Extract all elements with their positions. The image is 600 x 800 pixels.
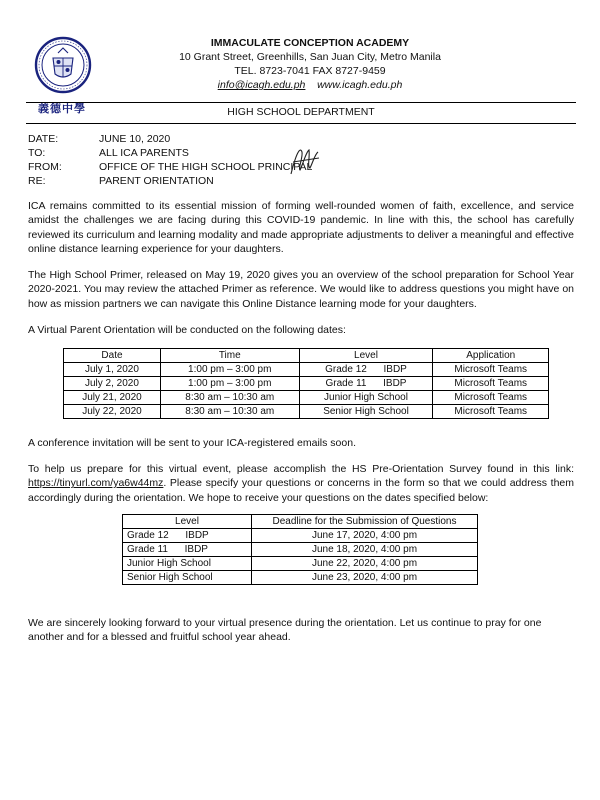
deadline-date: June 17, 2020, 4:00 pm <box>252 529 478 543</box>
survey-text-before: To help us prepare for this virtual event, please accomplish the HS Pre-Orientation Survey found in this link: <box>28 463 574 475</box>
date-value: JUNE 10, 2020 <box>99 133 171 145</box>
schedule-level: Junior High School <box>299 391 433 405</box>
school-address: 10 Grant Street, Greenhills, San Juan City, Metro Manila <box>179 51 441 63</box>
paragraph-survey <box>28 462 574 505</box>
schedule-time: 8:30 am – 10:30 am <box>160 405 299 419</box>
schedule-header-application: Application <box>433 349 549 363</box>
schedule-time: 8:30 am – 10:30 am <box>160 391 299 405</box>
deadline-date: June 18, 2020, 4:00 pm <box>252 543 478 557</box>
paragraph-primer: The High School Primer, released on May 19, 2020 gives you an overview of the school preparation for School Year 2020-2021. You may review the attached Primer as reference. We would like to address questions you might have on how as mission partners we can navigate this Online Distance learning mode for your daughters. <box>28 269 574 310</box>
deadline-header-row <box>123 515 478 529</box>
paragraph-closing: We are sincerely looking forward to your virtual presence during the orientation. Let us continue to pray for one another and for a blessed and fruitful school year ahead. <box>28 617 542 644</box>
table-row <box>123 557 478 571</box>
orientation-schedule-table <box>63 348 549 419</box>
principal-signature <box>288 144 322 180</box>
school-seal-logo <box>34 36 92 94</box>
school-name: IMMACULATE CONCEPTION ACADEMY <box>210 37 410 49</box>
deadline-header-deadline: Deadline for the Submission of Questions <box>252 515 478 529</box>
schedule-time: 1:00 pm – 3:00 pm <box>160 363 299 377</box>
schedule-application: Microsoft Teams <box>433 405 549 419</box>
schedule-date: July 1, 2020 <box>64 363 161 377</box>
schedule-header-time: Time <box>160 349 299 363</box>
deadline-header-level: Level <box>123 515 252 529</box>
schedule-date: July 22, 2020 <box>64 405 161 419</box>
school-email-link[interactable]: info@icagh.edu.ph <box>217 79 306 91</box>
survey-text-after: . Please specify your questions or concerns in the form so that we could address them accordingly during the orientation. We hope to receive your questions on the dates specified below: <box>28 477 574 504</box>
school-tel-fax: TEL. 8723-7041 FAX 8727-9459 <box>234 65 386 77</box>
schedule-header-date: Date <box>64 349 161 363</box>
department-title: HIGH SCHOOL DEPARTMENT <box>227 106 375 118</box>
memo-block <box>28 132 312 188</box>
re-label: RE: <box>28 175 46 187</box>
paragraph-invitation: A conference invitation will be sent to your ICA-registered emails soon. <box>28 437 356 449</box>
deadline-level: Junior High School <box>123 557 252 571</box>
table-row <box>64 391 549 405</box>
to-label: TO: <box>28 147 46 159</box>
from-label: FROM: <box>28 161 62 173</box>
schedule-application: Microsoft Teams <box>433 377 549 391</box>
schedule-header-row <box>64 349 549 363</box>
to-value: ALL ICA PARENTS <box>99 147 189 159</box>
date-label: DATE: <box>28 133 59 145</box>
table-row <box>123 529 478 543</box>
table-row <box>64 405 549 419</box>
paragraph-mission: ICA remains committed to its essential mission of forming well-rounded women of faith, excellence, and service amidst the challenges we are facing during this COVID-19 pandemic. In line with this, the school has carefully reviewed its curriculum and learning modality and made appropriate adjustments to deliver a meaningful and effective online distance learning experience for your daughters. <box>28 200 574 255</box>
schedule-level: Grade 11 IBDP <box>299 377 433 391</box>
schedule-level: Grade 12 IBDP <box>299 363 433 377</box>
table-row <box>123 571 478 585</box>
schedule-date: July 21, 2020 <box>64 391 161 405</box>
table-row <box>123 543 478 557</box>
from-value: OFFICE OF THE HIGH SCHOOL PRINCIPAL <box>99 161 313 173</box>
paragraph-orientation-intro: A Virtual Parent Orientation will be conducted on the following dates: <box>28 324 346 336</box>
survey-link[interactable]: https://tinyurl.com/ya6w44mz <box>28 477 164 490</box>
deadline-date: June 22, 2020, 4:00 pm <box>252 557 478 571</box>
header-rule-top <box>26 102 576 103</box>
school-website-link[interactable]: www.icagh.edu.ph <box>317 79 403 91</box>
schedule-time: 1:00 pm – 3:00 pm <box>160 377 299 391</box>
letterhead <box>90 36 530 92</box>
deadline-level: Senior High School <box>123 571 252 585</box>
school-contact <box>90 78 530 92</box>
schedule-application: Microsoft Teams <box>433 391 549 405</box>
table-row <box>64 363 549 377</box>
table-row <box>64 377 549 391</box>
deadline-date: June 23, 2020, 4:00 pm <box>252 571 478 585</box>
question-deadline-table <box>122 514 478 585</box>
re-value: PARENT ORIENTATION <box>99 175 214 187</box>
schedule-level: Senior High School <box>299 405 433 419</box>
chinese-school-name: 義德中學 <box>38 102 86 115</box>
schedule-application: Microsoft Teams <box>433 363 549 377</box>
schedule-date: July 2, 2020 <box>64 377 161 391</box>
schedule-header-level: Level <box>299 349 433 363</box>
header-rule-bottom <box>26 123 576 124</box>
deadline-level: Grade 11 IBDP <box>123 543 252 557</box>
deadline-level: Grade 12 IBDP <box>123 529 252 543</box>
